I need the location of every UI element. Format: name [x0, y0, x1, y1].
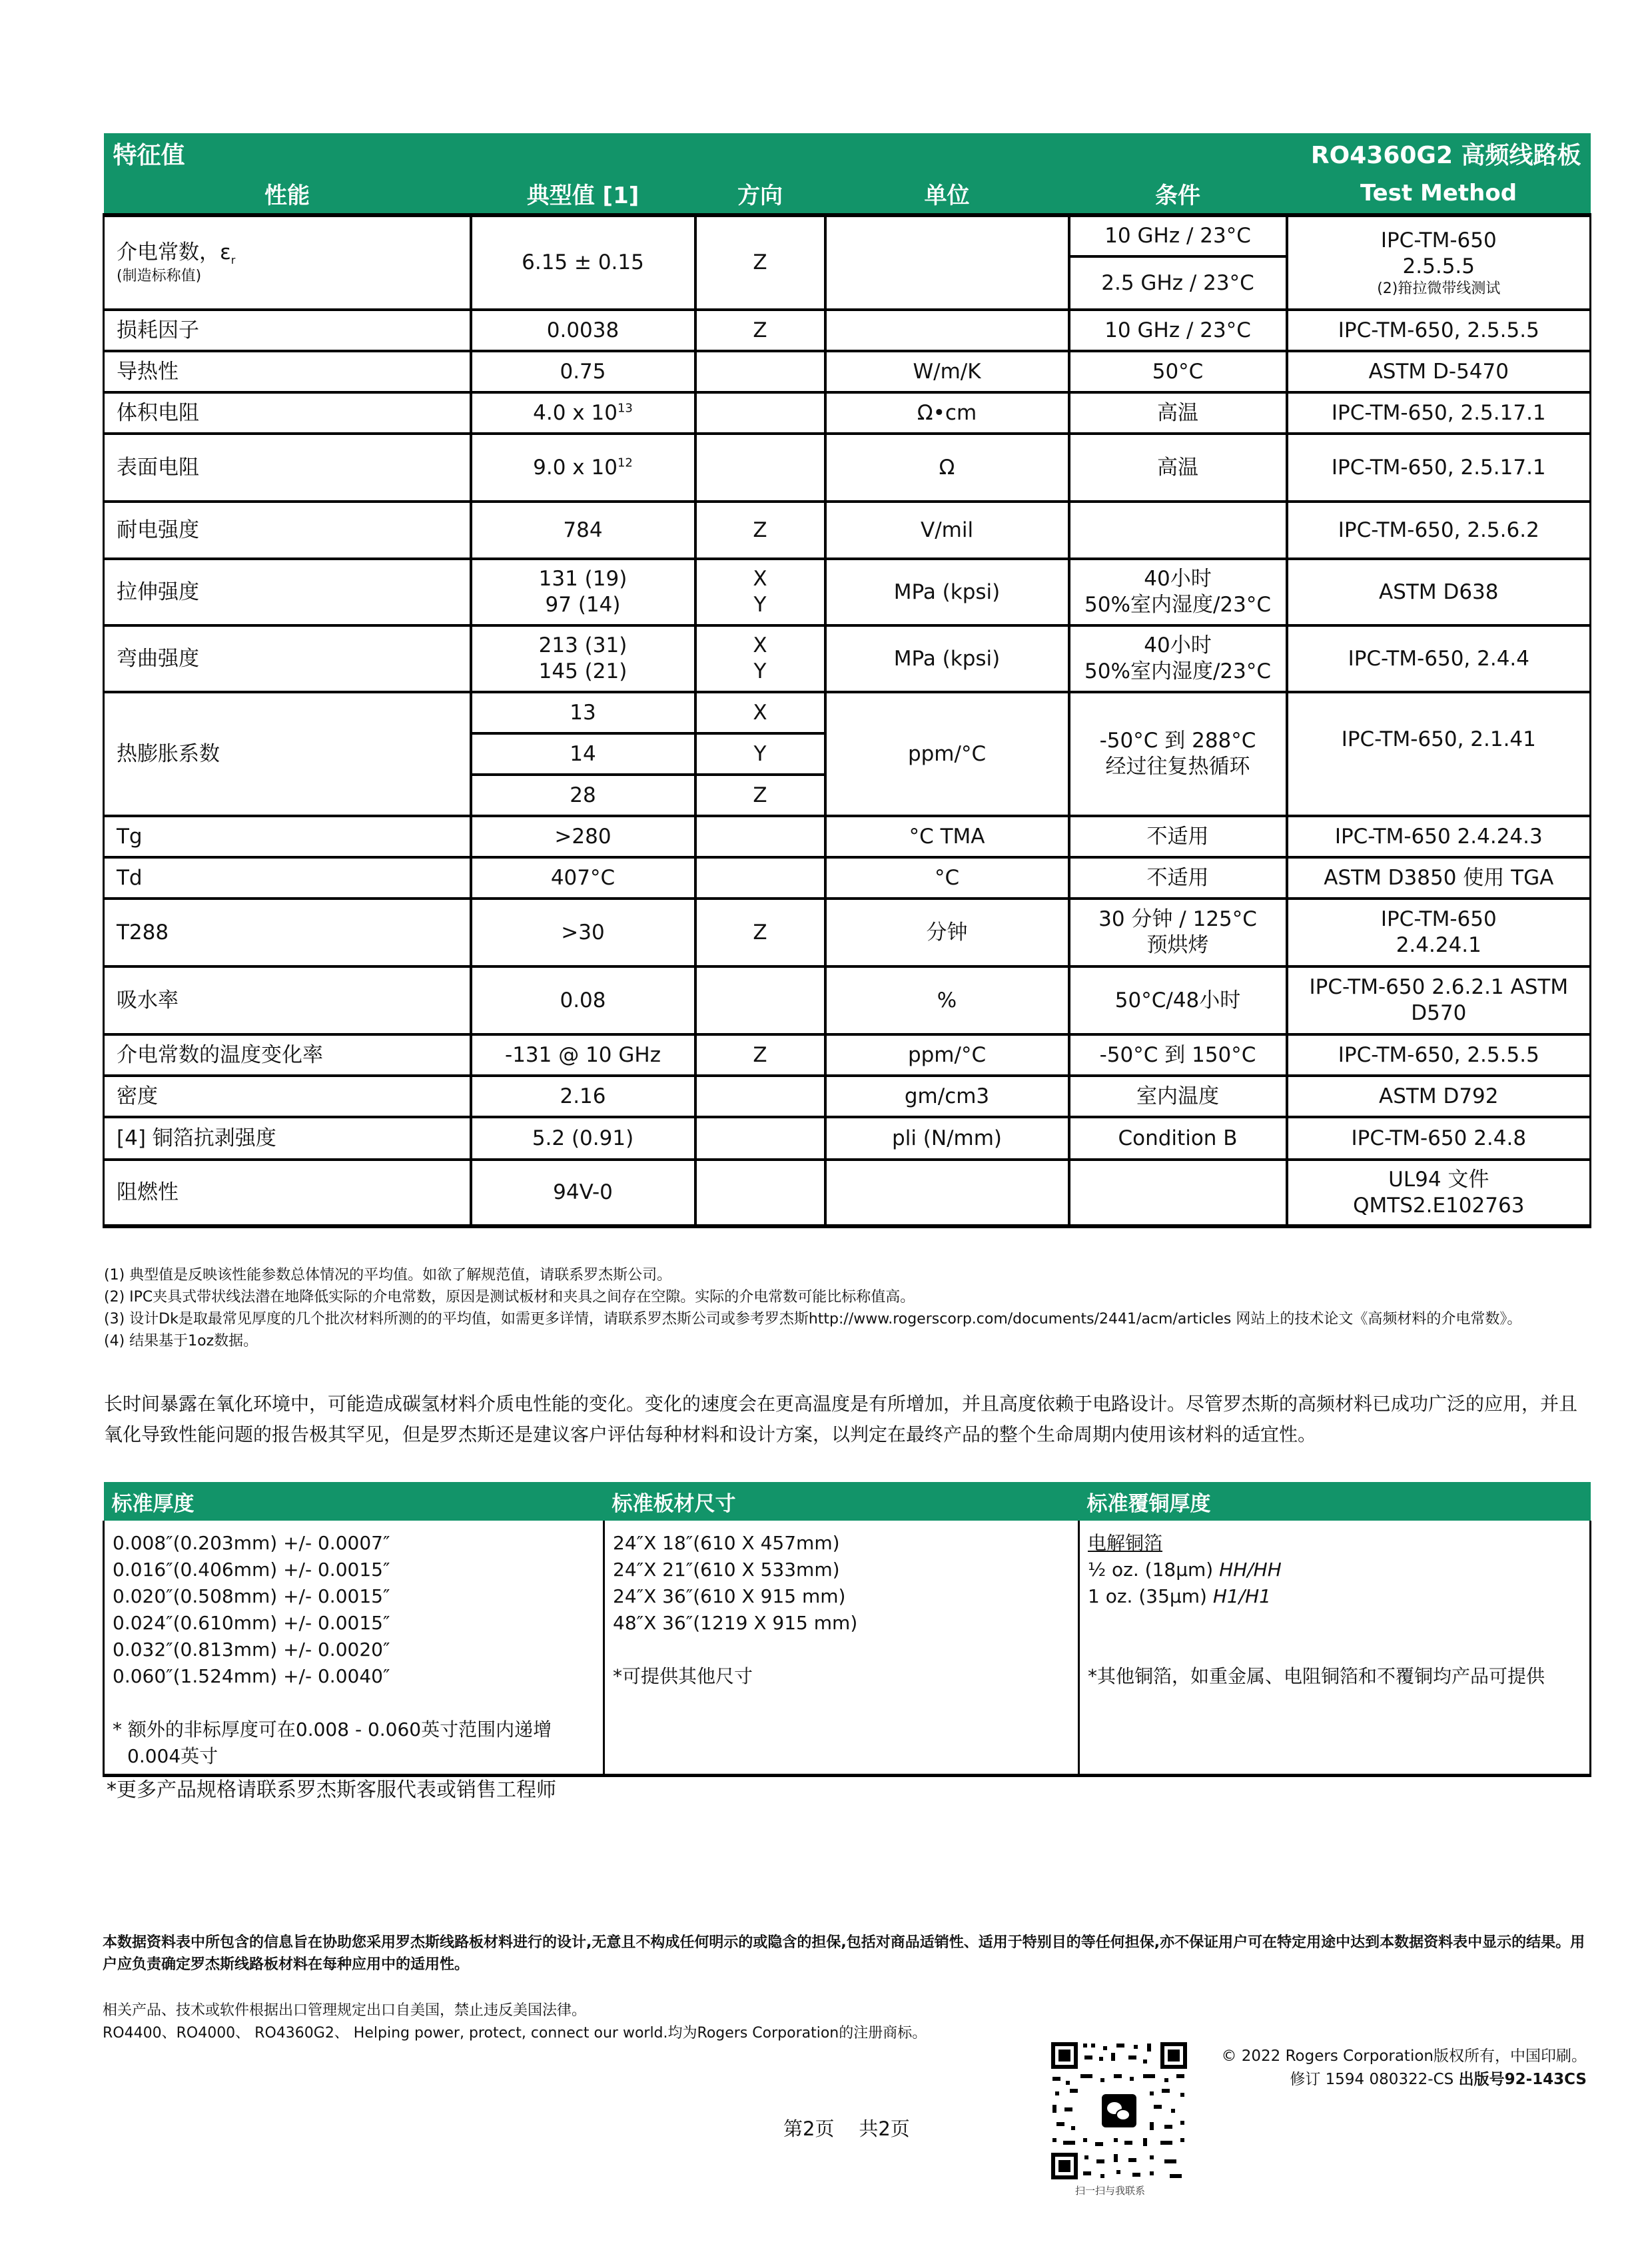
copper-grade: HH/HH	[1219, 1559, 1282, 1581]
value-cell: 0.0038	[471, 310, 695, 351]
condition-line: 50%室内湿度/23°C	[1084, 659, 1271, 683]
table-row-water-absorption	[104, 966, 1591, 1034]
legal-disclaimer: 本数据资料表中所包含的信息旨在协助您采用罗杰斯线路板材料进行的设计,无意且不构成任何明示的或隐含的担保,包括对商品适销性、适用于特别目的等任何担保,亦不保证用户可在特定用途中达到本数据资料表中显示的结果。用户应负责确定罗杰斯线路板材料在每种应用中的适用性。	[103, 1934, 1585, 1973]
method-cell	[1287, 215, 1591, 310]
property-cell: 介电常数的温度变化率	[104, 1034, 471, 1076]
condition-cell: 10 GHz / 23°C	[1069, 215, 1287, 256]
thickness-item: 0.016″(0.406mm) +/- 0.0015″	[113, 1559, 390, 1581]
direction-cell: X	[695, 692, 825, 733]
method-line: 2.5.5.5	[1402, 254, 1475, 278]
condition-cell: 2.5 GHz / 23°C	[1069, 256, 1287, 310]
value-exponent: 13	[617, 401, 633, 416]
method-cell: ASTM D792	[1287, 1076, 1591, 1117]
export-notice-block	[103, 2000, 1035, 2045]
value-cell	[471, 392, 695, 434]
value-line: 131 (19)	[538, 567, 627, 591]
direction-cell	[695, 625, 825, 692]
method-cell: IPC-TM-650 2.4.8	[1287, 1117, 1591, 1160]
revision-line	[1221, 2068, 1587, 2091]
direction-cell	[695, 351, 825, 392]
direction-cell	[695, 559, 825, 625]
col-header-thickness: 标准厚度	[111, 1491, 195, 1516]
value-line: 213 (31)	[538, 633, 627, 658]
property-cell: 导热性	[104, 351, 471, 392]
method-cell: IPC-TM-650, 2.5.17.1	[1287, 392, 1591, 434]
condition-cell	[1069, 625, 1287, 692]
property-cell: 损耗因子	[104, 310, 471, 351]
thickness-item: 0.024″(0.610mm) +/- 0.0015″	[113, 1612, 390, 1634]
direction-cell	[695, 816, 825, 857]
unit-cell: MPa (kpsi)	[825, 559, 1069, 625]
panel-size-item: 48″X 36″(1219 X 915 mm)	[613, 1612, 858, 1634]
unit-cell: V/mil	[825, 502, 1069, 559]
method-line: D570	[1411, 1001, 1467, 1025]
export-notice: 相关产品、技术或软件根据出口管理规定出口自美国，禁止违反美国法律。	[103, 2002, 587, 2019]
copper-item	[1088, 1557, 1581, 1583]
value-cell: 5.2 (0.91)	[471, 1117, 695, 1160]
direction-cell: Z	[695, 1034, 825, 1076]
table-row-peel-strength	[104, 1117, 1591, 1160]
table-row-thermal-conductivity	[104, 351, 1591, 392]
col-header-property: 性能	[264, 182, 310, 209]
panel-size-item: 24″X 21″(610 X 533mm)	[613, 1559, 840, 1581]
property-cell: Td	[104, 857, 471, 899]
value-cell: 407°C	[471, 857, 695, 899]
thickness-item: 0.020″(0.508mm) +/- 0.0015″	[113, 1585, 390, 1607]
value-base: 9.0 x 10	[533, 455, 618, 480]
standard-specs-table	[103, 1482, 1591, 1777]
value-cell	[471, 559, 695, 625]
value-base: 4.0 x 10	[533, 400, 618, 425]
condition-line: 50%室内湿度/23°C	[1084, 593, 1271, 617]
unit-cell: °C	[825, 857, 1069, 899]
unit-cell: MPa (kpsi)	[825, 625, 1069, 692]
table-row-tg	[104, 816, 1591, 857]
condition-cell: 高温	[1069, 434, 1287, 502]
unit-cell: ppm/°C	[825, 692, 1069, 816]
table-row-flexural-strength	[104, 625, 1591, 692]
footnote-2: (2) IPC夹具式带状线法潜在地降低实际的介电常数，原因是测试板材和夹具之间存在空隙。实际的介电常数可能比标称值高。	[104, 1289, 915, 1306]
condition-line: 40小时	[1144, 633, 1212, 658]
condition-cell	[1069, 559, 1287, 625]
property-cell: 弯曲强度	[104, 625, 471, 692]
copper-note: *其他铜箔，如重金属、电阻铜箔和不覆铜均产品可提供	[1088, 1665, 1545, 1687]
property-cell: 耐电强度	[104, 502, 471, 559]
direction-line: X	[753, 567, 767, 591]
direction-cell: Z	[695, 310, 825, 351]
col-header-panel-size: 标准板材尺寸	[612, 1491, 736, 1516]
col-header-condition: 条件	[1155, 182, 1201, 209]
direction-cell: Z	[695, 899, 825, 966]
table-row-tcdk	[104, 1034, 1591, 1076]
method-cell: ASTM D3850 使用 TGA	[1287, 857, 1591, 899]
method-cell: IPC-TM-650, 2.4.4	[1287, 625, 1591, 692]
condition-line: -50°C 到 288°C	[1099, 729, 1256, 753]
thickness-item: 0.060″(1.524mm) +/- 0.0040″	[113, 1665, 390, 1687]
trademarks: RO4400、RO4000、 RO4360G2、 Helping power, protect, connect our world.均为Rogers Corporation的注册商标。	[103, 2025, 927, 2042]
panel-size-item: 24″X 18″(610 X 457mm)	[613, 1532, 840, 1554]
table-row-surface-resistivity	[104, 434, 1591, 502]
subscript: r	[230, 254, 236, 267]
unit-cell	[825, 215, 1069, 310]
direction-cell	[695, 966, 825, 1034]
method-line: QMTS2.E102763	[1353, 1193, 1525, 1218]
property-cell: 阻燃性	[104, 1160, 471, 1226]
property-cell	[104, 215, 471, 310]
table-row-td	[104, 857, 1591, 899]
method-cell	[1287, 899, 1591, 966]
method-cell	[1287, 966, 1591, 1034]
condition-line: 预烘烤	[1146, 933, 1209, 957]
table-row-cte	[104, 692, 1591, 733]
method-line: UL94 文件	[1388, 1167, 1489, 1192]
col-header-direction: 方向	[737, 182, 783, 209]
property-cell: 吸水率	[104, 966, 471, 1034]
page-number: 第2页 共2页	[783, 2117, 910, 2140]
properties-table	[103, 133, 1591, 1228]
condition-cell: 50°C/48小时	[1069, 966, 1287, 1034]
condition-cell: -50°C 到 150°C	[1069, 1034, 1287, 1076]
method-cell: IPC-TM-650 2.4.24.3	[1287, 816, 1591, 857]
revision: 修订 1594 080322-CS	[1290, 2071, 1459, 2088]
method-cell: IPC-TM-650, 2.5.5.5	[1287, 1034, 1591, 1076]
condition-cell	[1069, 502, 1287, 559]
footnotes	[104, 1264, 1589, 1352]
publication-number: 出版号92-143CS	[1458, 2071, 1587, 2088]
condition-cell	[1069, 692, 1287, 816]
col-header-copper: 标准覆铜厚度	[1086, 1491, 1211, 1516]
thickness-item: 0.008″(0.203mm) +/- 0.0007″	[113, 1532, 390, 1554]
copyright: © 2022 Rogers Corporation版权所有，中国印刷。	[1221, 2048, 1587, 2065]
condition-cell: 50°C	[1069, 351, 1287, 392]
value-cell: 0.75	[471, 351, 695, 392]
direction-cell: Z	[695, 775, 825, 816]
value-cell: >30	[471, 899, 695, 966]
unit-cell	[825, 310, 1069, 351]
method-cell: ASTM D-5470	[1287, 351, 1591, 392]
property-cell: [4] 铜箔抗剥强度	[104, 1117, 471, 1160]
col-header-typical-value: 典型值 [1]	[526, 182, 639, 209]
unit-cell: 分钟	[825, 899, 1069, 966]
condition-cell: 室内温度	[1069, 1076, 1287, 1117]
direction-line: Y	[753, 593, 767, 617]
table-row-dk	[104, 215, 1591, 256]
table-row-volume-resistivity	[104, 392, 1591, 434]
property-cell: 拉伸强度	[104, 559, 471, 625]
footnote-1: (1) 典型值是反映该性能参数总体情况的平均值。如欲了解规范值，请联系罗杰斯公司。	[104, 1267, 672, 1284]
value-cell	[471, 434, 695, 502]
direction-cell: Z	[695, 215, 825, 310]
table-row-tensile-strength	[104, 559, 1591, 625]
property-cell: T288	[104, 899, 471, 966]
col-header-unit: 单位	[924, 182, 970, 209]
value-cell: >280	[471, 816, 695, 857]
unit-cell: °C TMA	[825, 816, 1069, 857]
unit-cell: Ω•cm	[825, 392, 1069, 434]
value-cell: 0.08	[471, 966, 695, 1034]
value-cell	[471, 625, 695, 692]
method-cell	[1287, 1160, 1591, 1226]
direction-cell	[695, 434, 825, 502]
unit-cell	[825, 1160, 1069, 1226]
table-row-t288	[104, 899, 1591, 966]
footnote-4: (4) 结果基于1oz数据。	[104, 1333, 258, 1349]
unit-cell: %	[825, 966, 1069, 1034]
table-row-dielectric-strength	[104, 502, 1591, 559]
table-row-df	[104, 310, 1591, 351]
property-cell: Tg	[104, 816, 471, 857]
copper-weight: 1 oz. (35µm)	[1088, 1585, 1213, 1607]
property-cell: 密度	[104, 1076, 471, 1117]
thickness-cell	[104, 1521, 604, 1776]
condition-cell	[1069, 1160, 1287, 1226]
value-line: 97 (14)	[545, 593, 621, 617]
method-cell: IPC-TM-650, 2.5.5.5	[1287, 310, 1591, 351]
value-cell: -131 @ 10 GHz	[471, 1034, 695, 1076]
footnote-3: (3) 设计Dk是取最常见厚度的几个批次材料所测的的平均值，如需更多详情，请联系罗杰斯公司或参考罗杰斯http://www.rogerscorp.com/documents/2441/acm/articles 网站上的技术论文《高频材料的介电常数》。	[104, 1311, 1522, 1327]
direction-cell	[695, 1117, 825, 1160]
section-title: 特征值	[113, 141, 185, 169]
property-note: (制造标称值)	[117, 268, 202, 285]
method-line: 2.4.24.1	[1396, 933, 1481, 957]
property-label: 介电常数，ε	[117, 240, 231, 265]
direction-cell: Z	[695, 502, 825, 559]
unit-cell: pli (N/mm)	[825, 1117, 1069, 1160]
condition-cell	[1069, 899, 1287, 966]
unit-cell: ppm/°C	[825, 1034, 1069, 1076]
direction-cell	[695, 1160, 825, 1226]
method-cell: IPC-TM-650, 2.5.17.1	[1287, 434, 1591, 502]
method-note: (2)箝拉微带线测试	[1377, 280, 1501, 297]
thickness-item: 0.032″(0.813mm) +/- 0.0020″	[113, 1639, 390, 1661]
product-title: RO4360G2 高频线路板	[1310, 141, 1581, 169]
col-header-test-method: Test Method	[1360, 180, 1517, 206]
copper-weight: ½ oz. (18µm)	[1088, 1559, 1220, 1581]
condition-line: 经过往复热循环	[1105, 755, 1250, 779]
value-cell: 94V-0	[471, 1160, 695, 1226]
condition-cell: 10 GHz / 23°C	[1069, 310, 1287, 351]
condition-line: 30 分钟 / 125°C	[1098, 907, 1257, 932]
condition-cell: 高温	[1069, 392, 1287, 434]
value-cell: 2.16	[471, 1076, 695, 1117]
method-cell: ASTM D638	[1287, 559, 1591, 625]
unit-cell: gm/cm3	[825, 1076, 1069, 1117]
method-line: IPC-TM-650	[1380, 907, 1497, 932]
oxidation-paragraph: 长时间暴露在氧化环境中，可能造成碳氢材料介质电性能的变化。变化的速度会在更高温度是有所增加，并且高度依赖于电路设计。尽管罗杰斯的高频材料已成功广泛的应用，并且氧化导致性能问题的报告极其罕见，但是罗杰斯还是建议客户评估每种材料和设计方案，以判定在最终产品的整个生命周期内使用该材料的适宜性。	[104, 1393, 1578, 1445]
copper-grade: H1/H1	[1212, 1585, 1271, 1607]
table-row-density	[104, 1076, 1591, 1117]
method-line: IPC-TM-650 2.6.2.1 ASTM	[1309, 975, 1569, 1000]
value-cell: 28	[471, 775, 695, 816]
value-cell: 784	[471, 502, 695, 559]
property-cell: 体积电阻	[104, 392, 471, 434]
qr-code-icon	[1050, 2041, 1188, 2181]
condition-cell: Condition B	[1069, 1117, 1287, 1160]
method-cell: IPC-TM-650, 2.5.6.2	[1287, 502, 1591, 559]
direction-cell	[695, 392, 825, 434]
direction-cell	[695, 1076, 825, 1117]
unit-cell: Ω	[825, 434, 1069, 502]
value-cell: 14	[471, 733, 695, 775]
direction-cell	[695, 857, 825, 899]
copper-title: 电解铜箔	[1088, 1532, 1163, 1554]
qr-caption: 扫一扫与我联系	[1075, 2185, 1146, 2197]
method-cell: IPC-TM-650, 2.1.41	[1287, 692, 1591, 816]
method-line: IPC-TM-650	[1380, 228, 1497, 252]
unit-cell: W/m/K	[825, 351, 1069, 392]
more-specs-note: *更多产品规格请联系罗杰斯客服代表或销售工程师	[107, 1778, 556, 1802]
copyright-block	[1221, 2045, 1587, 2091]
thickness-note: * 额外的非标厚度可在0.008 - 0.060英寸范围内递增0.004英寸	[113, 1718, 552, 1767]
table-row-flammability	[104, 1160, 1591, 1226]
panel-size-cell	[604, 1521, 1079, 1776]
condition-cell: 不适用	[1069, 857, 1287, 899]
condition-cell: 不适用	[1069, 816, 1287, 857]
panel-size-note: *可提供其他尺寸	[613, 1665, 753, 1687]
copper-cell	[1079, 1521, 1591, 1776]
direction-line: X	[753, 633, 767, 658]
wechat-qr-code[interactable]	[1050, 2041, 1188, 2181]
value-exponent: 12	[617, 456, 633, 470]
condition-line: 40小时	[1144, 567, 1212, 591]
panel-size-item: 24″X 36″(610 X 915 mm)	[613, 1585, 846, 1607]
property-cell: 热膨胀系数	[104, 692, 471, 816]
value-cell: 13	[471, 692, 695, 733]
property-cell: 表面电阻	[104, 434, 471, 502]
value-line: 145 (21)	[538, 659, 627, 683]
value-cell: 6.15 ± 0.15	[471, 215, 695, 310]
direction-cell: Y	[695, 733, 825, 775]
copper-item	[1088, 1583, 1581, 1610]
direction-line: Y	[753, 659, 767, 683]
